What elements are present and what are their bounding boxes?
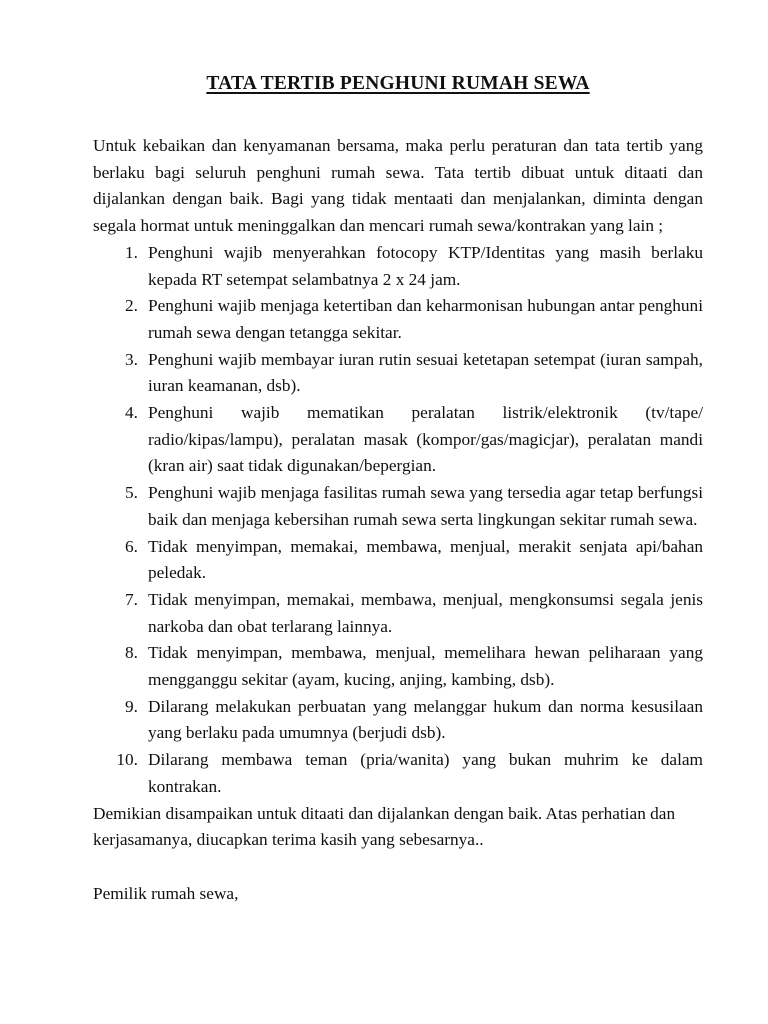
intro-paragraph: Untuk kebaikan dan kenyamanan bersama, maka perlu peraturan dan tata tertib yang berlaku bagi seluruh penghuni rumah sewa. Tata tertib dibuat untuk ditaati dan dijalankan dengan baik. Bagi yang tidak mentaati dan menjalankan, diminta dengan segala hormat untuk meninggalkan dan mencari rumah sewa/kontrakan yang lain ; bbox=[93, 136, 703, 236]
rule-text: Penghuni wajib menyerahkan fotocopy KTP/Identitas yang masih berlaku kepada RT setempat selambatnya 2 x 24 jam. bbox=[148, 242, 703, 289]
rule-text: Penghuni wajib membayar iuran rutin sesuai ketetapan setempat (iuran sampah, iuran keamanan, dsb). bbox=[148, 349, 703, 396]
list-item bbox=[93, 480, 703, 533]
rule-number: 5. bbox=[125, 483, 138, 503]
list-item bbox=[93, 587, 703, 640]
list-item bbox=[93, 240, 703, 293]
rule-number: 6. bbox=[125, 536, 138, 556]
signature-line: Pemilik rumah sewa, bbox=[93, 883, 239, 903]
rule-number: 1. bbox=[125, 242, 138, 262]
rule-number: 3. bbox=[125, 349, 138, 369]
list-item bbox=[93, 293, 703, 346]
rule-number: 7. bbox=[125, 589, 138, 609]
rule-text: Dilarang melakukan perbuatan yang melanggar hukum dan norma kesusilaan yang berlaku pada umumnya (berjudi dsb). bbox=[148, 696, 703, 743]
list-item bbox=[93, 347, 703, 400]
rule-text: Penghuni wajib menjaga fasilitas rumah sewa yang tersedia agar tetap berfungsi baik dan menjaga kebersihan rumah sewa serta lingkungan sekitar rumah sewa. bbox=[148, 483, 703, 529]
closing-paragraph: Demikian disampaikan untuk ditaati dan dijalankan dengan baik. Atas perhatian dan kerjasamanya, diucapkan terima kasih yang sebesarnya.. bbox=[93, 803, 676, 850]
rule-number: 8. bbox=[125, 643, 138, 663]
document-page bbox=[93, 70, 703, 907]
rule-number: 4. bbox=[125, 403, 138, 423]
list-item bbox=[93, 534, 703, 587]
rule-text: Tidak menyimpan, memakai, membawa, menjual, merakit senjata api/bahan peledak. bbox=[148, 536, 703, 583]
rule-text: Dilarang membawa teman (pria/wanita) yang bukan muhrim ke dalam kontrakan. bbox=[148, 750, 703, 796]
document-title: TATA TERTIB PENGHUNI RUMAH SEWA bbox=[206, 73, 590, 94]
rule-text: Penghuni wajib mematikan peralatan listrik/elektronik (tv/tape/ radio/kipas/lampu), peralatan masak (kompor/gas/magicjar), peralatan mandi (kran air) saat tidak digunakan/bepergian. bbox=[148, 403, 703, 476]
rule-text: Tidak menyimpan, membawa, menjual, memelihara hewan peliharaan yang mengganggu sekitar (ayam, kucing, anjing, kambing, dsb). bbox=[148, 643, 703, 690]
rule-number: 9. bbox=[125, 696, 138, 716]
rule-number: 10. bbox=[116, 750, 138, 770]
rule-text: Tidak menyimpan, memakai, membawa, menjual, mengkonsumsi segala jenis narkoba dan obat terlarang lainnya. bbox=[148, 589, 703, 636]
list-item bbox=[93, 747, 703, 800]
rules-list bbox=[93, 240, 703, 801]
rule-text: Penghuni wajib menjaga ketertiban dan keharmonisan hubungan antar penghuni rumah sewa dengan tetangga sekitar. bbox=[148, 296, 703, 342]
list-item bbox=[93, 400, 703, 480]
rule-number: 2. bbox=[125, 296, 138, 316]
list-item bbox=[93, 694, 703, 747]
list-item bbox=[93, 640, 703, 693]
